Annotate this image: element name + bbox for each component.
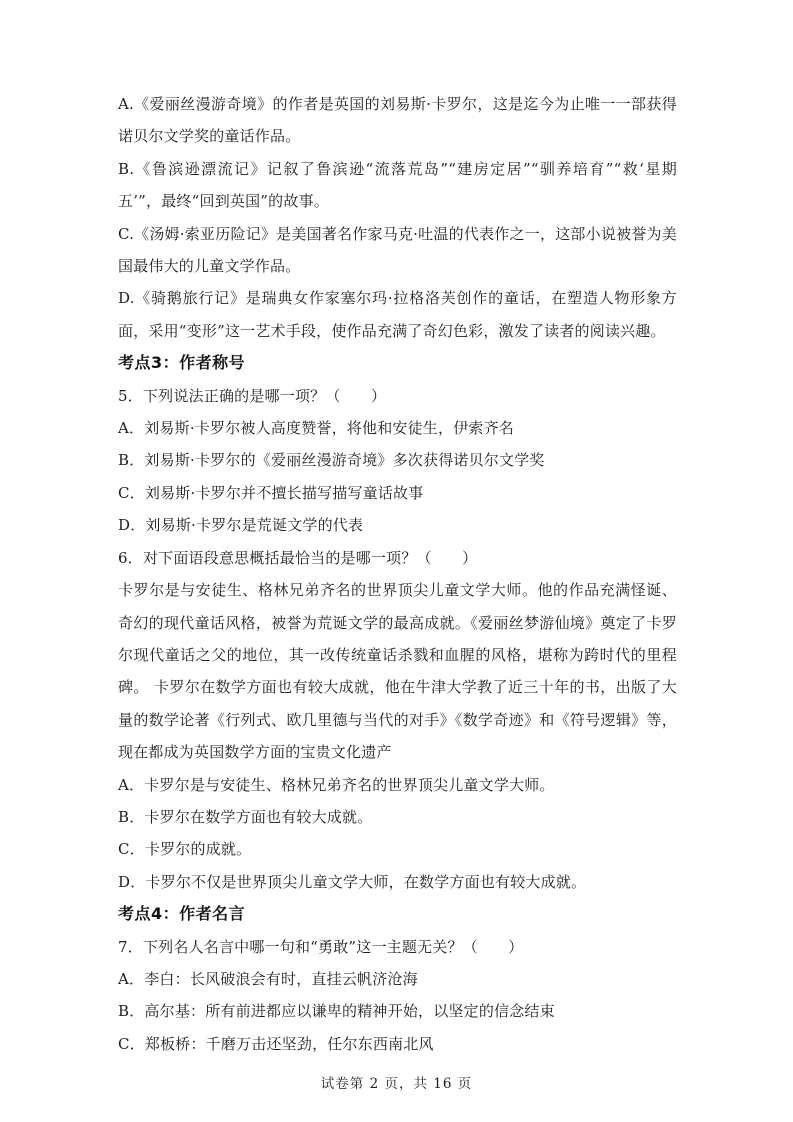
- question6-option-a: A．卡罗尔是与安徒生、格林兄弟齐名的世界顶尖儿童文学大师。: [118, 775, 555, 794]
- page-content: [118, 88, 677, 1060]
- question6-passage: 卡罗尔是与安徒生、格林兄弟齐名的世界顶尖儿童文学大师。他的作品充满怪诞、奇幻的现代童话风格，被誉为荒诞文学的最高成就。《爱丽丝梦游仙境》奠定了卡罗尔现代童话之父的地位，其一改传统童话杀戮和血腥的风格，堪称为跨时代的里程碑。 卡罗尔在数学方面也有较大成就，他在牛津大学教了近三十年的书，出版了大量的数学论著《行列式、欧几里德与当代的对手》《数学奇迹》和《符号逻辑》等，现在都成为英国数学方面的宝贵文化遗产: [118, 581, 677, 762]
- continued-option-d: D.《骑鹅旅行记》是瑞典女作家塞尔玛·拉格洛芙创作的童话，在塑造人物形象方面，采用“变形”这一艺术手段，使作品充满了奇幻色彩，激发了读者的阅读兴趣。: [118, 289, 677, 340]
- question7-option-c: C．郑板桥：千磨万击还坚劲，任尔东西南北风: [118, 1034, 434, 1053]
- question7-option-a: A．李白：长风破浪会有时，直挂云帆济沧海: [118, 969, 418, 988]
- question6-option-c: C．卡罗尔的成就。: [118, 840, 252, 859]
- question5-option-a: A．刘易斯·卡罗尔被人高度赞誉，将他和安徒生，伊索齐名: [118, 419, 515, 438]
- continued-option-a: A.《爱丽丝漫游奇境》的作者是英国的刘易斯·卡罗尔，这是迄今为止唯一一部获得诺贝尔文学奖的童话作品。: [118, 95, 677, 146]
- continued-option-c: C.《汤姆·索亚历险记》是美国著名作家马克·吐温的代表作之一，这部小说被誉为美国最伟大的儿童文学作品。: [118, 224, 677, 276]
- question6-option-b: B．卡罗尔在数学方面也有较大成就。: [118, 807, 373, 826]
- section-heading-kaodian3: 考点3：作者称号: [118, 353, 246, 373]
- question7-stem: 7．下列名人名言中哪一句和“勇敢”这一主题无关？（ ）: [118, 937, 524, 956]
- question6-option-d: D．卡罗尔不仅是世界顶尖儿童文学大师，在数学方面也有较大成就。: [118, 872, 587, 891]
- question7-option-b: B．高尔基：所有前进都应以谦卑的精神开始，以坚定的信念结束: [118, 1002, 555, 1021]
- question5-option-b: B．刘易斯·卡罗尔的《爱丽丝漫游奇境》多次获得诺贝尔文学奖: [118, 451, 545, 470]
- continued-option-b: B.《鲁滨逊漂流记》记叙了鲁滨逊“流落荒岛”“建房定居”“驯养培育”“救‘星期五’”，最终“回到英国”的故事。: [118, 159, 677, 211]
- question5-option-d: D．刘易斯·卡罗尔是荒诞文学的代表: [118, 516, 364, 535]
- question6-stem: 6．对下面语段意思概括最恰当的是哪一项？（ ）: [118, 548, 478, 567]
- page-footer: 试卷第 2 页，共 16 页: [320, 1076, 473, 1092]
- question5-stem: 5．下列说法正确的是哪一项？（ ）: [118, 386, 387, 405]
- section-heading-kaodian4: 考点4：作者名言: [118, 904, 246, 924]
- question5-option-c: C．刘易斯·卡罗尔并不擅长描写描写童话故事: [118, 483, 424, 502]
